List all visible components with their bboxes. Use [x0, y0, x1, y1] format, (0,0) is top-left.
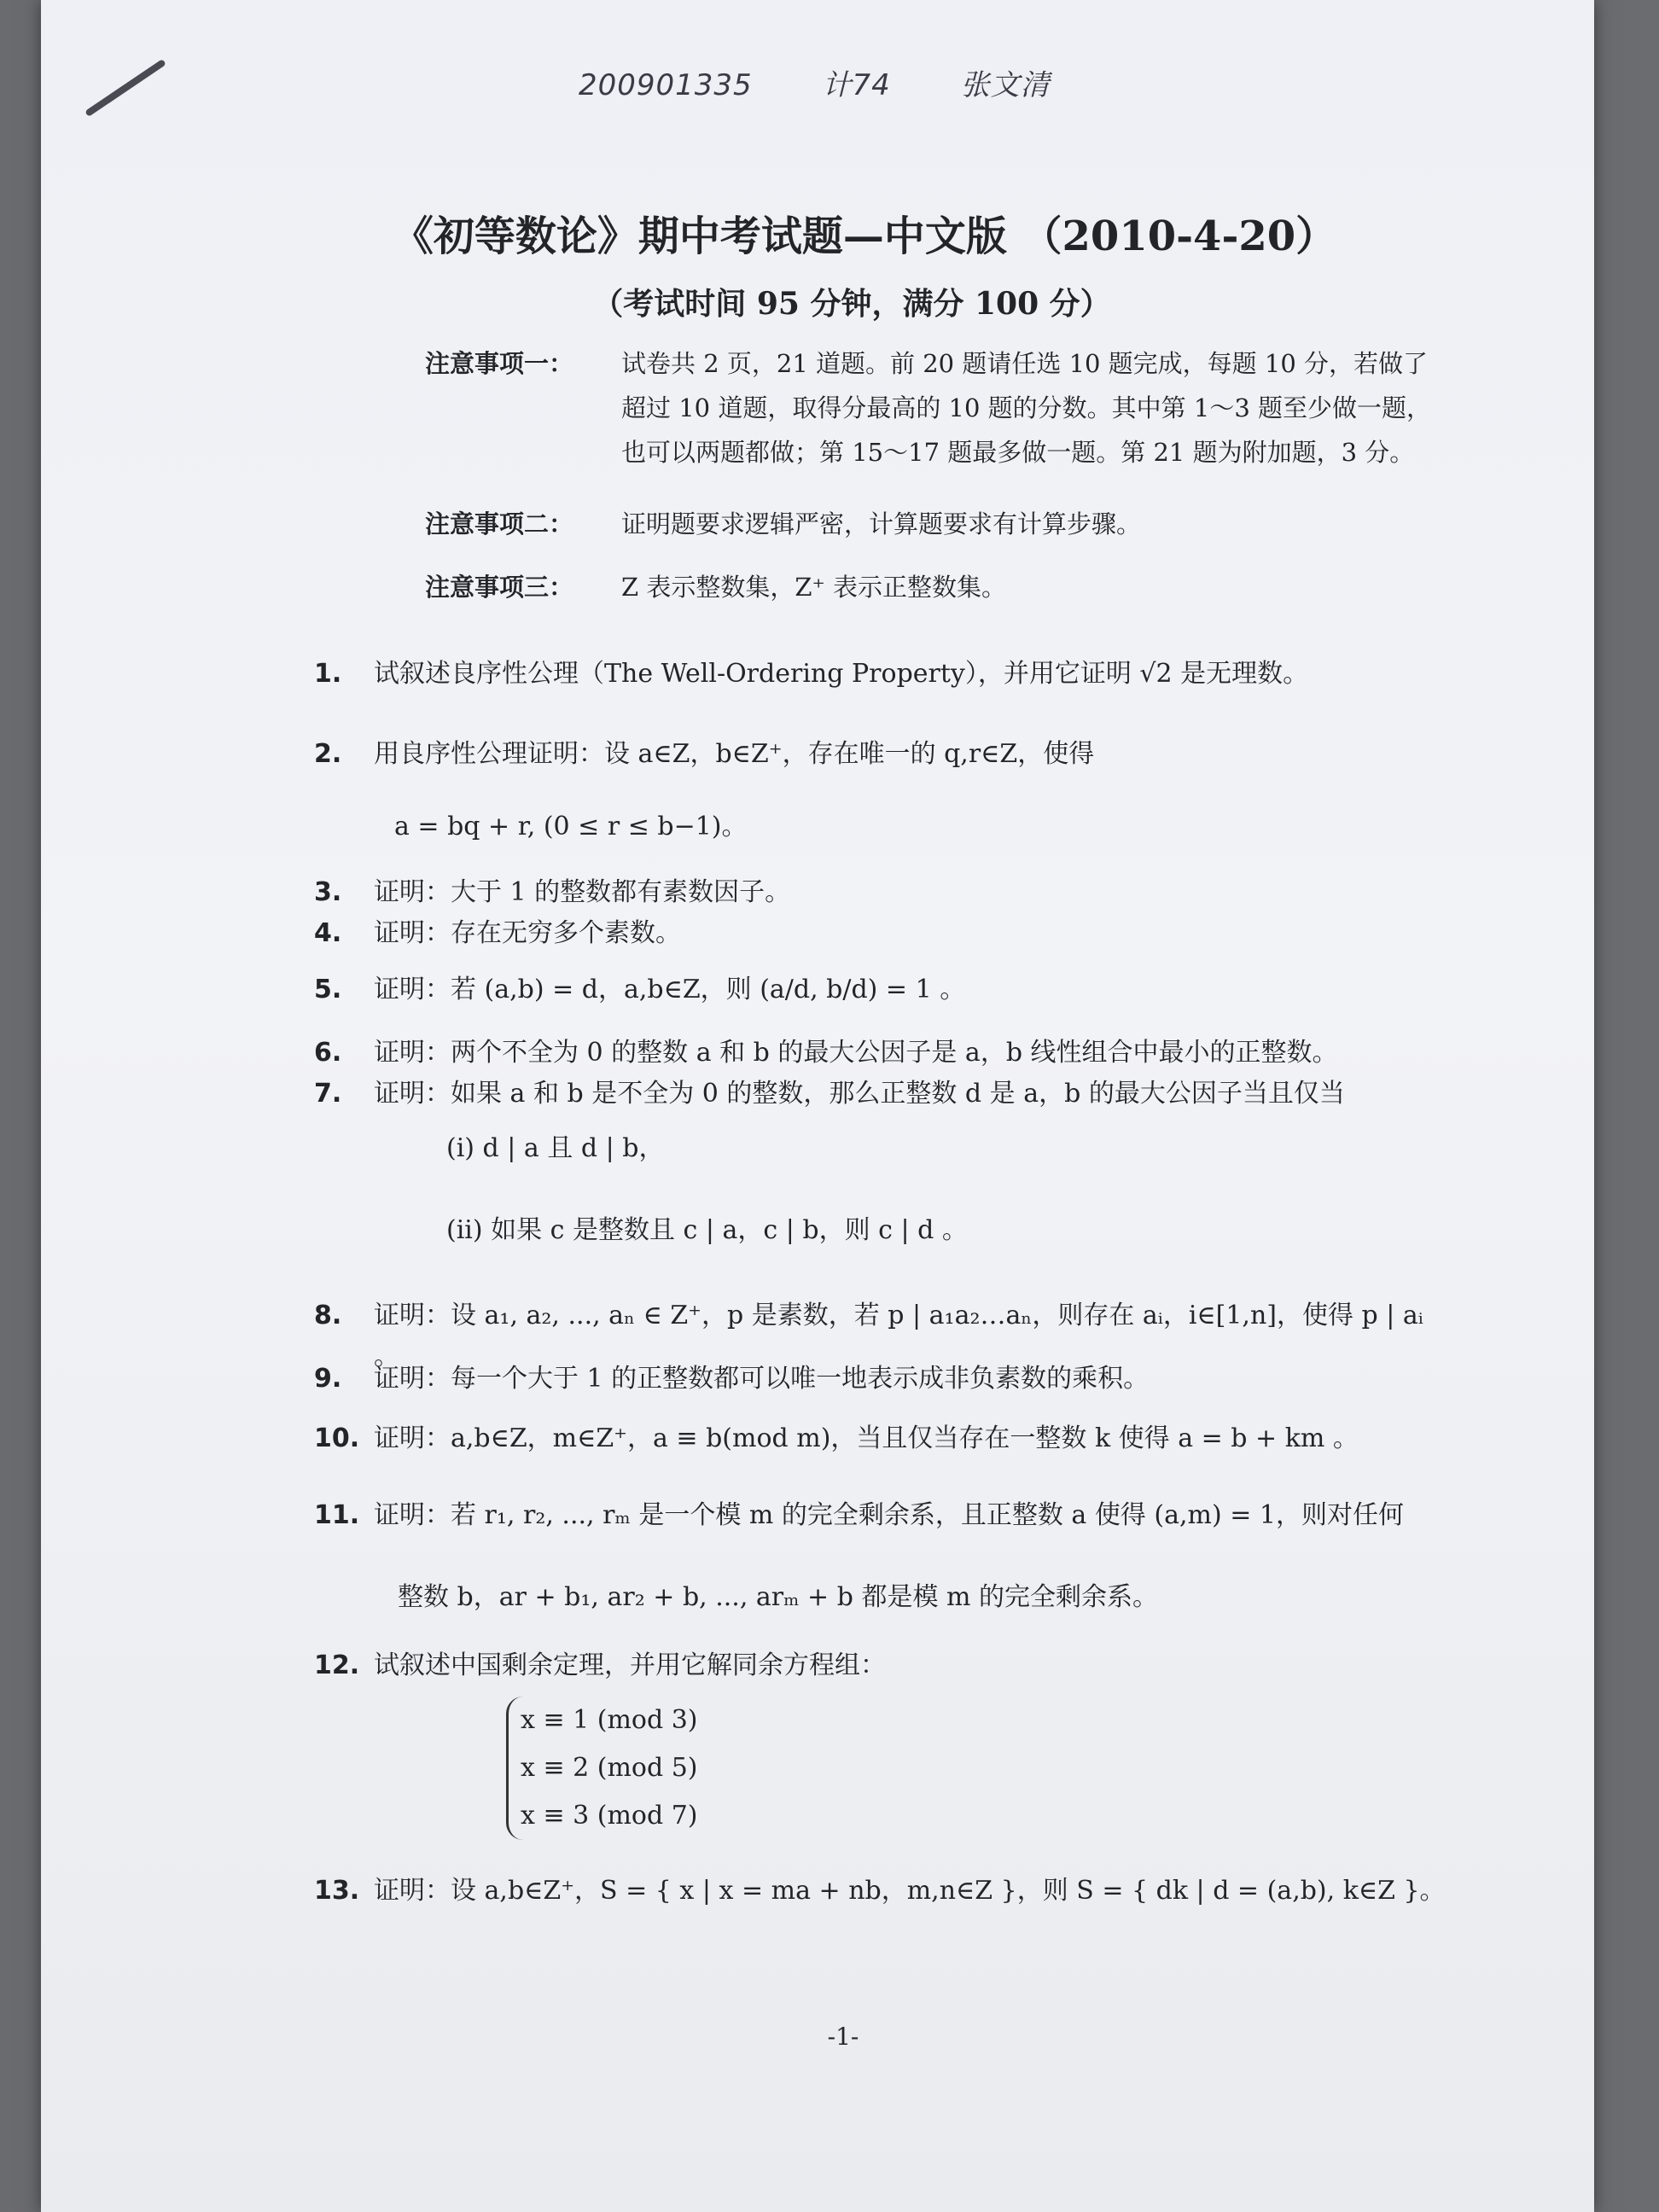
- question-number: 13.: [314, 1876, 360, 1906]
- question-text: 证明：a,b∈Z，m∈Z⁺，a ≡ b(mod m)，当且仅当存在一整数 k 使得 a = b + km 。: [374, 1423, 1359, 1453]
- question-text: 试叙述良序性公理（The Well-Ordering Property），并用它证明 √2 是无理数。: [374, 659, 1309, 689]
- handwritten-class: 计74: [822, 68, 891, 102]
- congruence-equation: x ≡ 3 (mod 7): [521, 1801, 698, 1831]
- pen-mark: [84, 59, 166, 117]
- question-2: [314, 734, 1449, 775]
- question-text: 证明：若 r₁, r₂, ..., rₘ 是一个模 m 的完全剩余系，且正整数 a 使得 (a,m) = 1，则对任何: [374, 1500, 1404, 1530]
- question-3: [314, 872, 1449, 913]
- question-7: [314, 1074, 1449, 1115]
- question-text: 证明：每一个大于 1 的正整数都可以唯一地表示成非负素数的乘积。: [374, 1364, 1150, 1394]
- question-9: [314, 1359, 1449, 1400]
- question-12: [314, 1645, 1449, 1686]
- handwritten-name: 张文清: [960, 68, 1051, 102]
- question-6: [314, 1033, 1449, 1074]
- notice-label: 注意事项二：: [425, 509, 574, 538]
- congruence-equation: x ≡ 1 (mod 3): [521, 1705, 698, 1735]
- exam-title: 《初等数论》期中考试题—中文版 （2010-4-20）: [392, 212, 1337, 260]
- handwritten-student-id: 200901335: [579, 68, 753, 102]
- congruence-system: [506, 1697, 698, 1840]
- question-number: 8.: [314, 1301, 342, 1330]
- notice-label: 注意事项一：: [425, 349, 574, 378]
- notice-text: 证明题要求逻辑严密，计算题要求有计算步骤。: [621, 509, 1142, 538]
- question-number: 5.: [314, 975, 342, 1004]
- question-number: 6.: [314, 1038, 342, 1068]
- question-text: 证明：设 a,b∈Z⁺，S = { x | x = ma + nb，m,n∈Z }，则 S = { dk | d = (a,b), k∈Z }。: [374, 1876, 1446, 1906]
- question-number: 11.: [314, 1500, 360, 1530]
- question-13: [314, 1871, 1449, 1912]
- question-11-continuation: 整数 b，ar + b₁, ar₂ + b, ..., arₘ + b 都是模 m 的完全剩余系。: [398, 1582, 1158, 1612]
- question-5: [314, 969, 1449, 1010]
- question-10: [314, 1418, 1449, 1459]
- question-text: 证明：如果 a 和 b 是不全为 0 的整数，那么正整数 d 是 a，b 的最大公因子当且仅当: [374, 1079, 1345, 1109]
- question-number: 9.: [314, 1364, 342, 1394]
- notice-2: [425, 502, 1432, 546]
- notice-text: Z 表示整数集，Z⁺ 表示正整数集。: [621, 573, 1007, 602]
- question-7-condition-i: (i) d | a 且 d | b，: [446, 1133, 665, 1163]
- question-1: [314, 654, 1449, 695]
- notice-1: [425, 341, 1432, 474]
- exam-subtitle: （考试时间 95 分钟，满分 100 分）: [592, 286, 1111, 322]
- question-number: 4.: [314, 918, 342, 948]
- question-number: 2.: [314, 739, 342, 769]
- question-text: 证明：大于 1 的整数都有素数因子。: [374, 877, 791, 907]
- notice-label: 注意事项三：: [425, 573, 574, 602]
- notice-text: 试卷共 2 页，21 道题。前 20 题请任选 10 题完成，每题 10 分，若做了超过 10 道题，取得分最高的 10 题的分数。其中第 1～3 题至少做一题，也可以两题都做；第 15～17 题最多做一题。第 21 题为附加题，3 分。: [621, 349, 1432, 467]
- question-text: 试叙述中国剩余定理，并用它解同余方程组：: [374, 1650, 886, 1680]
- question-text: 证明：若 (a,b) = d，a,b∈Z，则 (a/d, b/d) = 1 。: [374, 975, 966, 1004]
- question-4: [314, 913, 1449, 954]
- question-text: 证明：设 a₁, a₂, ..., aₙ ∈ Z⁺，p 是素数，若 p | a₁a₂…aₙ，则存在 aᵢ，i∈[1,n]，使得 p | aᵢ 。: [374, 1301, 1423, 1371]
- question-number: 1.: [314, 659, 342, 689]
- question-number: 10.: [314, 1423, 360, 1453]
- question-number: 7.: [314, 1079, 342, 1109]
- notice-3: [425, 565, 1432, 609]
- question-number: 12.: [314, 1650, 360, 1680]
- page-number: -1-: [827, 2023, 859, 2051]
- handwritten-student-info: [579, 61, 1110, 103]
- question-11: [314, 1495, 1449, 1536]
- question-2-formula: a = bq + r, (0 ≤ r ≤ b−1)。: [394, 812, 748, 841]
- question-number: 3.: [314, 877, 342, 907]
- exam-paper: [41, 0, 1594, 2212]
- question-text: 证明：存在无穷多个素数。: [374, 918, 681, 948]
- question-text: 证明：两个不全为 0 的整数 a 和 b 的最大公因子是 a，b 线性组合中最小的正整数。: [374, 1038, 1338, 1068]
- congruence-equation: x ≡ 2 (mod 5): [521, 1753, 698, 1783]
- question-text: 用良序性公理证明：设 a∈Z，b∈Z⁺，存在唯一的 q,r∈Z，使得: [374, 739, 1095, 769]
- question-7-condition-ii: (ii) 如果 c 是整数且 c | a，c | b，则 c | d 。: [446, 1215, 968, 1245]
